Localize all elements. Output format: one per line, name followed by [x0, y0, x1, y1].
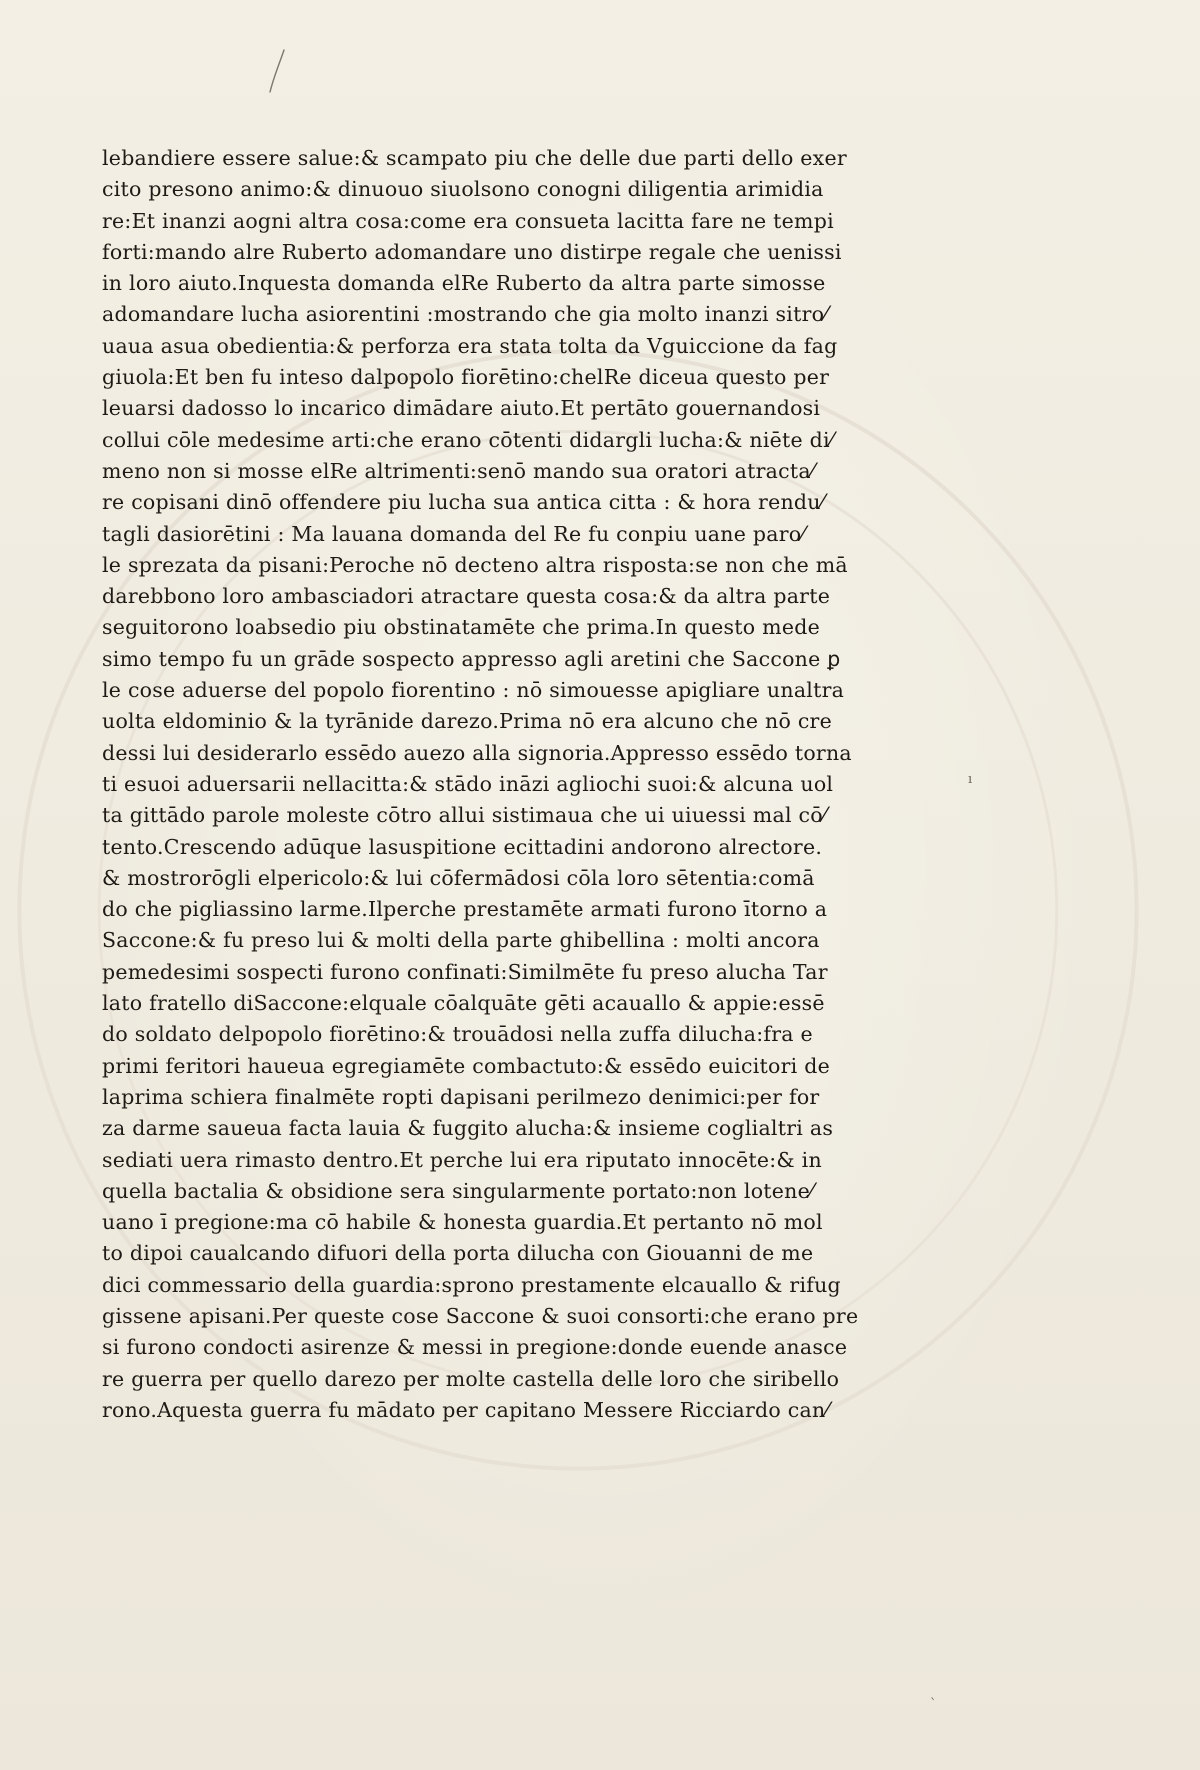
pencil-slash-icon — [262, 48, 292, 94]
text-line: si furono condocti asirenze & messi in pregione:donde euende anasce — [102, 1335, 848, 1360]
text-line: meno non si mosse elRe altrimenti:senō mando sua oratori atracta⁄ — [102, 458, 815, 483]
text-line: re:Et inanzi aogni altra cosa:come era consueta lacitta fare ne tempi — [102, 208, 834, 233]
text-line: gissene apisani.Per queste cose Saccone & suoi consorti:che erano pre — [102, 1303, 859, 1328]
text-line: do soldato delpopolo fiorētino:& trouādosi nella zuffa dilucha:fra e — [102, 1022, 813, 1047]
text-line: re guerra per quello darezo per molte castella delle loro che siribello — [102, 1366, 840, 1391]
text-line: seguitorono loabsedio piu obstinatamēte che prima.In questo mede — [102, 615, 820, 640]
text-line: ta gittādo parole moleste cōtro allui sistimaua che ui uiuessi mal cō⁄ — [102, 803, 827, 828]
text-line: darebbono loro ambasciadori atractare questa cosa:& da altra parte — [102, 584, 831, 609]
text-line: dici commessario della guardia:sprono prestamente elcauallo & rifug — [102, 1272, 841, 1297]
text-line: simo tempo fu un grāde sospecto appresso agli aretini che Saccone ꝑ — [102, 646, 841, 671]
text-line: & mostrorōgli elpericolo:& lui cōfermādosi cōla loro sētentia:comā — [102, 865, 815, 890]
text-line: forti:mando alre Ruberto adomandare uno distirpe regale che uenissi — [102, 239, 842, 264]
text-line: do che pigliassino larme.Ilperche prestamēte armati furono ītorno a — [102, 897, 828, 922]
text-line: tento.Crescendo adūque lasuspitione ecittadini andorono alrectore. — [102, 834, 823, 859]
text-line: le cose aduerse del popolo fiorentino : nō simouesse apigliare unaltra — [102, 678, 845, 703]
text-line: Saccone:& fu preso lui & molti della parte ghibellina : molti ancora — [102, 928, 820, 953]
text-line: leuarsi dadosso lo incarico dimādare aiuto.Et pertāto gouernandosi — [102, 396, 821, 421]
text-line: sediati uera rimasto dentro.Et perche lui era riputato innocēte:& in — [102, 1147, 822, 1172]
text-line: collui cōle medesime arti:che erano cōtenti didargli lucha:& niēte di⁄ — [102, 427, 834, 452]
text-line: uolta eldominio & la tyrānide darezo.Prima nō era alcuno che nō cre — [102, 709, 832, 734]
text-line: primi feritori haueua egregiamēte combactuto:& essēdo euicitori de — [102, 1053, 830, 1078]
text-line: lato fratello diSaccone:elquale cōalquāte gēti acauallo & appie:essē — [102, 991, 825, 1016]
margin-speck: ˋ — [930, 1697, 937, 1712]
text-line: quella bactalia & obsidione sera singularmente portato:non lotene⁄ — [102, 1178, 814, 1203]
margin-speck: ı — [968, 772, 973, 787]
text-line: to dipoi caualcando difuori della porta dilucha con Giouanni de me — [102, 1241, 814, 1266]
text-line: cito presono animo:& dinuouo siuolsono conogni diligentia arimidia — [102, 177, 824, 202]
text-line: rono.Aquesta guerra fu mādato per capitano Messere Ricciardo can⁄ — [102, 1397, 830, 1422]
body-text — [102, 143, 862, 1426]
text-line: uano ī pregione:ma cō habile & honesta guardia.Et pertanto nō mol — [102, 1210, 823, 1235]
text-line: pemedesimi sospecti furono confinati:Similmēte fu preso alucha Tar — [102, 959, 828, 984]
text-line: ti esuoi aduersarii nellacitta:& stādo ināzi agliochi suoi:& alcuna uol — [102, 771, 834, 796]
text-line: laprima schiera finalmēte ropti dapisani perilmezo denimici:per for — [102, 1084, 820, 1109]
text-line: in loro aiuto.Inquesta domanda elRe Ruberto da altra parte simosse — [102, 271, 826, 296]
text-line: dessi lui desiderarlo essēdo auezo alla signoria.Appresso essēdo torna — [102, 740, 852, 765]
text-line: re copisani dinō offendere piu lucha sua antica citta : & hora rendu⁄ — [102, 490, 825, 515]
text-line: lebandiere essere salue:& scampato piu che delle due parti dello exer — [102, 146, 847, 170]
text-line: za darme saueua facta lauia & fuggito alucha:& insieme coglialtri as — [102, 1116, 834, 1141]
text-line: uaua asua obedientia:& perforza era stata tolta da Vguiccione da fag — [102, 333, 838, 358]
text-line: tagli dasiorētini : Ma lauana domanda del Re fu conpiu uane paro⁄ — [102, 521, 806, 546]
text-line: le sprezata da pisani:Peroche nō decteno altra risposta:se non che mā — [102, 552, 848, 577]
text-line: giuola:Et ben fu inteso dalpopolo fiorētino:chelRe diceua questo per — [102, 365, 830, 390]
text-line: adomandare lucha asiorentini :mostrando che gia molto inanzi sitro⁄ — [102, 302, 828, 327]
